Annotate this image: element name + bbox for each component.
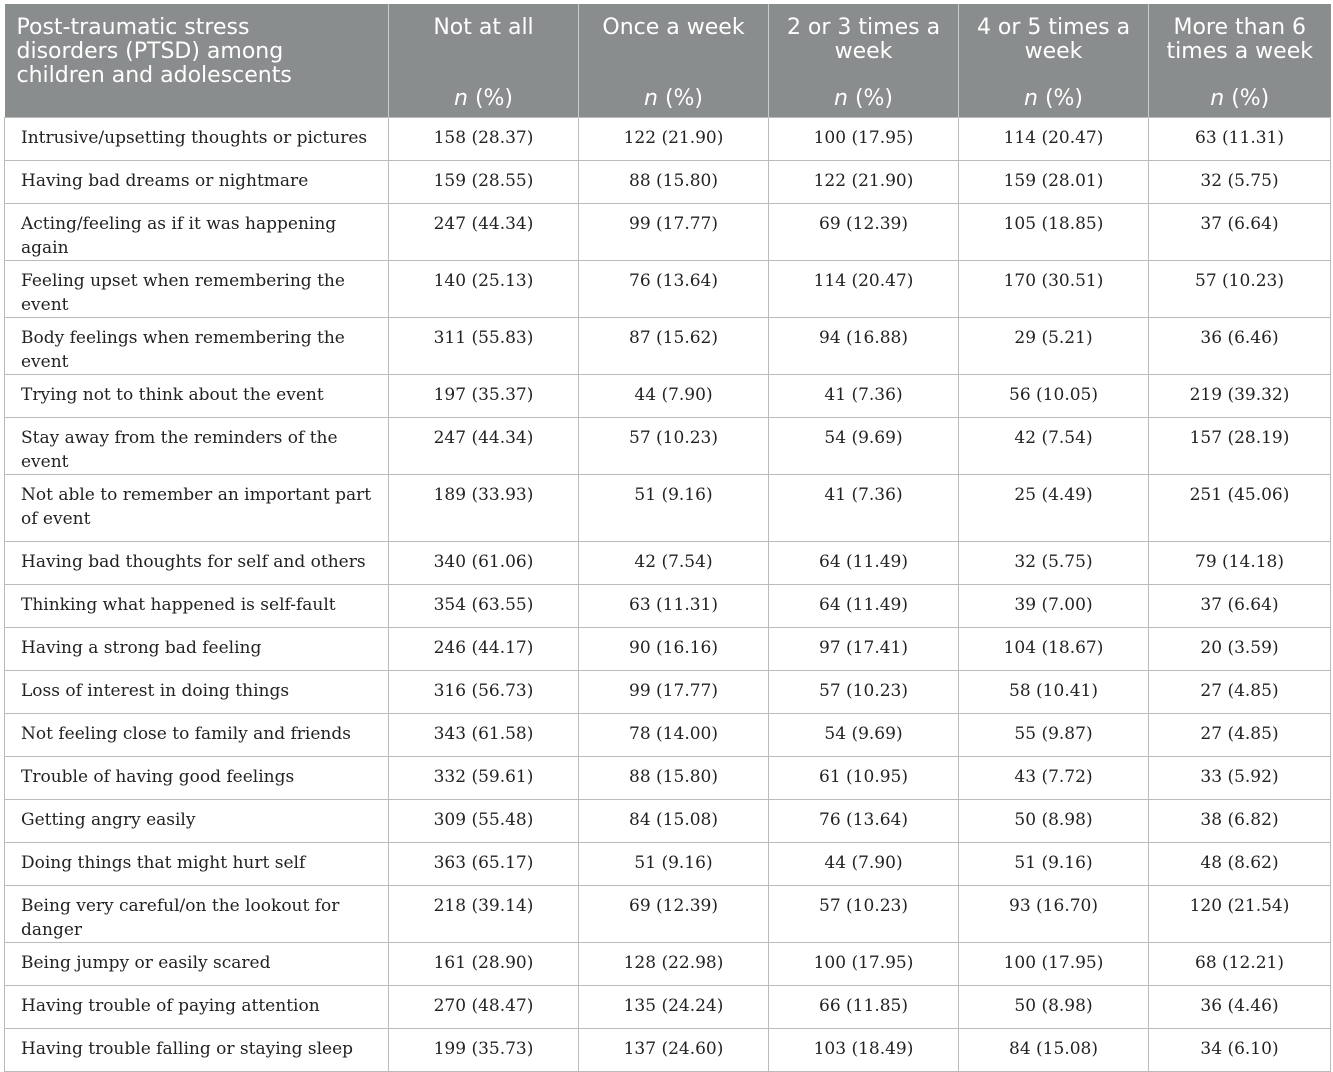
table-cell: 64 (11.49) (769, 585, 959, 628)
table-cell: 363 (65.17) (389, 843, 579, 886)
column-title: 2 or 3 times a week (786, 15, 941, 64)
table-cell: 32 (5.75) (959, 542, 1149, 585)
column-title: More than 6 times a week (1166, 15, 1313, 64)
row-label: Being jumpy or easily scared (5, 943, 389, 986)
table-row (5, 757, 1331, 800)
table-cell: 100 (17.95) (769, 118, 959, 161)
table-cell: 218 (39.14) (389, 886, 579, 943)
column-title: Not at all (433, 15, 534, 40)
column-unit (1149, 87, 1331, 111)
table-cell: 158 (28.37) (389, 118, 579, 161)
header-row-label-cell (5, 4, 389, 118)
header-col-not-at-all (389, 4, 579, 118)
table-cell: 100 (17.95) (959, 943, 1149, 986)
unit-percent: (%) (1231, 86, 1270, 111)
row-label: Having a strong bad feeling (5, 628, 389, 671)
column-unit (389, 87, 578, 111)
table-row (5, 118, 1331, 161)
table-row (5, 671, 1331, 714)
table-cell: 54 (9.69) (769, 714, 959, 757)
table-cell: 56 (10.05) (959, 375, 1149, 418)
table-cell: 343 (61.58) (389, 714, 579, 757)
row-label: Having trouble of paying attention (5, 986, 389, 1029)
unit-n: n (643, 86, 658, 111)
header-row (5, 4, 1331, 118)
header-title-line: Post-traumatic stress (16, 15, 250, 40)
table-cell: 103 (18.49) (769, 1029, 959, 1072)
table-cell: 50 (8.98) (959, 986, 1149, 1029)
table-cell: 199 (35.73) (389, 1029, 579, 1072)
row-label: Trouble of having good feelings (5, 757, 389, 800)
row-label: Having bad thoughts for self and others (5, 542, 389, 585)
table-cell: 104 (18.67) (959, 628, 1149, 671)
table-row (5, 475, 1331, 542)
table-cell: 57 (10.23) (579, 418, 769, 475)
row-label: Being very careful/on the lookout for danger (5, 886, 389, 943)
table-row (5, 585, 1331, 628)
table-cell: 54 (9.69) (769, 418, 959, 475)
table-cell: 29 (5.21) (959, 318, 1149, 375)
table-cell: 88 (15.80) (579, 161, 769, 204)
table-cell: 87 (15.62) (579, 318, 769, 375)
table-cell: 32 (5.75) (1149, 161, 1331, 204)
table-row (5, 714, 1331, 757)
table-header (5, 4, 1331, 118)
table-cell: 251 (45.06) (1149, 475, 1331, 542)
table-row (5, 843, 1331, 886)
table-cell: 122 (21.90) (579, 118, 769, 161)
table-cell: 37 (6.64) (1149, 585, 1331, 628)
table-cell: 93 (16.70) (959, 886, 1149, 943)
header-col-4-or-5-times (959, 4, 1149, 118)
row-label: Intrusive/upsetting thoughts or pictures (5, 118, 389, 161)
row-label: Stay away from the reminders of the event (5, 418, 389, 475)
unit-percent: (%) (1044, 86, 1084, 111)
header-col-2-or-3-times (769, 4, 959, 118)
table-cell: 37 (6.64) (1149, 204, 1331, 261)
header-col-more-than-6 (1149, 4, 1331, 118)
column-unit (579, 87, 768, 111)
column-title: Once a week (602, 15, 745, 40)
row-label: Not able to remember an important part of event (5, 475, 389, 542)
table-cell: 33 (5.92) (1149, 757, 1331, 800)
table-cell: 128 (22.98) (579, 943, 769, 986)
table-cell: 120 (21.54) (1149, 886, 1331, 943)
table-cell: 340 (61.06) (389, 542, 579, 585)
table-cell: 354 (63.55) (389, 585, 579, 628)
table-cell: 105 (18.85) (959, 204, 1149, 261)
table-cell: 41 (7.36) (769, 475, 959, 542)
table-cell: 246 (44.17) (389, 628, 579, 671)
table-row (5, 204, 1331, 261)
table-cell: 332 (59.61) (389, 757, 579, 800)
row-label: Body feelings when remembering the event (5, 318, 389, 375)
unit-percent: (%) (664, 86, 704, 111)
table-cell: 76 (13.64) (579, 261, 769, 318)
table-cell: 51 (9.16) (959, 843, 1149, 886)
table-cell: 76 (13.64) (769, 800, 959, 843)
table-cell: 43 (7.72) (959, 757, 1149, 800)
table-cell: 316 (56.73) (389, 671, 579, 714)
table-cell: 189 (33.93) (389, 475, 579, 542)
table-cell: 25 (4.49) (959, 475, 1149, 542)
table-cell: 309 (55.48) (389, 800, 579, 843)
table-cell: 51 (9.16) (579, 475, 769, 542)
unit-percent: (%) (854, 86, 894, 111)
table-cell: 247 (44.34) (389, 418, 579, 475)
table-cell: 44 (7.90) (579, 375, 769, 418)
table-cell: 88 (15.80) (579, 757, 769, 800)
table-cell: 69 (12.39) (769, 204, 959, 261)
table-cell: 48 (8.62) (1149, 843, 1331, 886)
table-cell: 57 (10.23) (769, 671, 959, 714)
table-cell: 20 (3.59) (1149, 628, 1331, 671)
header-title-line: disorders (PTSD) among (16, 39, 284, 64)
table-cell: 57 (10.23) (1149, 261, 1331, 318)
table-row (5, 1029, 1331, 1072)
table-row (5, 542, 1331, 585)
table-row (5, 943, 1331, 986)
table-cell: 114 (20.47) (959, 118, 1149, 161)
table-cell: 247 (44.34) (389, 204, 579, 261)
table-cell: 41 (7.36) (769, 375, 959, 418)
table-row (5, 986, 1331, 1029)
table-row (5, 161, 1331, 204)
table-cell: 84 (15.08) (579, 800, 769, 843)
table-cell: 311 (55.83) (389, 318, 579, 375)
table-cell: 69 (12.39) (579, 886, 769, 943)
unit-percent: (%) (474, 86, 514, 111)
column-unit (959, 87, 1148, 111)
table-cell: 63 (11.31) (579, 585, 769, 628)
table-cell: 64 (11.49) (769, 542, 959, 585)
table-cell: 38 (6.82) (1149, 800, 1331, 843)
table-row (5, 886, 1331, 943)
row-label: Getting angry easily (5, 800, 389, 843)
row-label: Having trouble falling or staying sleep (5, 1029, 389, 1072)
table-cell: 57 (10.23) (769, 886, 959, 943)
table-cell: 219 (39.32) (1149, 375, 1331, 418)
table-row (5, 375, 1331, 418)
row-label: Acting/feeling as if it was happening again (5, 204, 389, 261)
table-cell: 55 (9.87) (959, 714, 1149, 757)
column-title: 4 or 5 times a week (976, 15, 1131, 64)
table-cell: 159 (28.55) (389, 161, 579, 204)
table-cell: 36 (6.46) (1149, 318, 1331, 375)
table-cell: 170 (30.51) (959, 261, 1149, 318)
table-cell: 99 (17.77) (579, 204, 769, 261)
table-cell: 63 (11.31) (1149, 118, 1331, 161)
unit-n: n (833, 86, 848, 111)
table-cell: 50 (8.98) (959, 800, 1149, 843)
table-cell: 99 (17.77) (579, 671, 769, 714)
table-cell: 42 (7.54) (579, 542, 769, 585)
column-unit (769, 87, 958, 111)
table-cell: 39 (7.00) (959, 585, 1149, 628)
table-cell: 42 (7.54) (959, 418, 1149, 475)
table-cell: 100 (17.95) (769, 943, 959, 986)
row-label: Loss of interest in doing things (5, 671, 389, 714)
row-label: Feeling upset when remembering the event (5, 261, 389, 318)
table-cell: 61 (10.95) (769, 757, 959, 800)
table-cell: 51 (9.16) (579, 843, 769, 886)
table-cell: 94 (16.88) (769, 318, 959, 375)
table-cell: 27 (4.85) (1149, 714, 1331, 757)
table-cell: 135 (24.24) (579, 986, 769, 1029)
table-cell: 78 (14.00) (579, 714, 769, 757)
table-cell: 114 (20.47) (769, 261, 959, 318)
row-label: Having bad dreams or nightmare (5, 161, 389, 204)
table-cell: 161 (28.90) (389, 943, 579, 986)
table-row (5, 318, 1331, 375)
table-cell: 90 (16.16) (579, 628, 769, 671)
table-cell: 197 (35.37) (389, 375, 579, 418)
table-row (5, 418, 1331, 475)
table-cell: 122 (21.90) (769, 161, 959, 204)
table-cell: 159 (28.01) (959, 161, 1149, 204)
header-col-once-a-week (579, 4, 769, 118)
table-cell: 84 (15.08) (959, 1029, 1149, 1072)
table-row (5, 800, 1331, 843)
table-row (5, 628, 1331, 671)
table-cell: 36 (4.46) (1149, 986, 1331, 1029)
table-cell: 27 (4.85) (1149, 671, 1331, 714)
unit-n: n (1210, 86, 1225, 111)
table-cell: 157 (28.19) (1149, 418, 1331, 475)
table-body (5, 118, 1331, 1072)
table-cell: 44 (7.90) (769, 843, 959, 886)
row-label: Not feeling close to family and friends (5, 714, 389, 757)
table-cell: 66 (11.85) (769, 986, 959, 1029)
row-label: Thinking what happened is self-fault (5, 585, 389, 628)
table-cell: 34 (6.10) (1149, 1029, 1331, 1072)
table-cell: 140 (25.13) (389, 261, 579, 318)
row-label: Doing things that might hurt self (5, 843, 389, 886)
table-cell: 68 (12.21) (1149, 943, 1331, 986)
table-cell: 79 (14.18) (1149, 542, 1331, 585)
unit-n: n (1023, 86, 1038, 111)
table-row (5, 261, 1331, 318)
table-cell: 58 (10.41) (959, 671, 1149, 714)
unit-n: n (453, 86, 468, 111)
table-cell: 270 (48.47) (389, 986, 579, 1029)
header-title-line: children and adolescents (16, 63, 292, 88)
ptsd-frequency-table (4, 4, 1331, 1072)
table-cell: 137 (24.60) (579, 1029, 769, 1072)
row-label: Trying not to think about the event (5, 375, 389, 418)
table-cell: 97 (17.41) (769, 628, 959, 671)
